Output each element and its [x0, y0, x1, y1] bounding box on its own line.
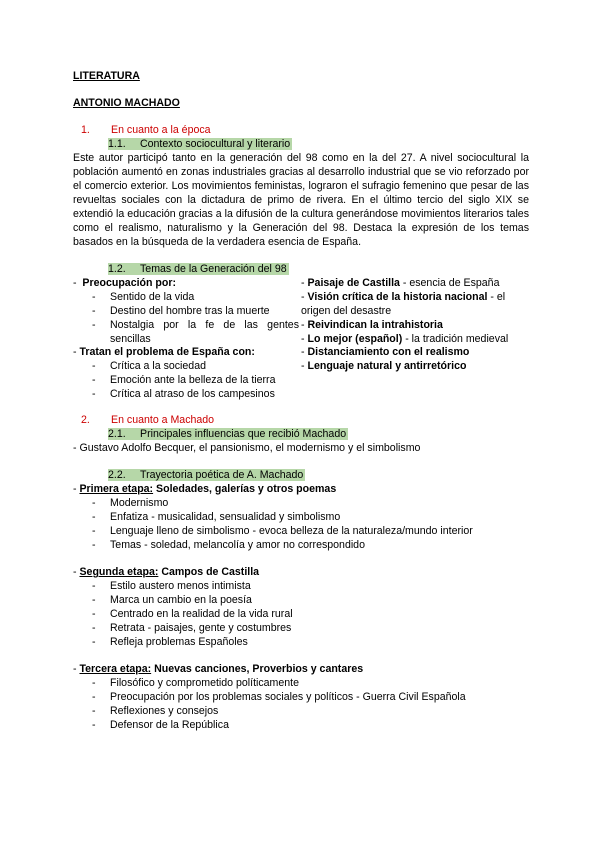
- author-heading: ANTONIO MACHADO: [73, 96, 180, 109]
- list-item: - Temas - soledad, melancolía y amor no correspondido: [73, 539, 529, 553]
- stage-3: [73, 663, 529, 733]
- subsection-1-1-heading: 1.1. Contexto sociocultural y literario: [108, 137, 291, 150]
- list-item: - Destino del hombre tras la muerte: [73, 305, 299, 319]
- stage-list: [73, 677, 529, 733]
- stage-heading: - Primera etapa: Soledades, galerías y otros poemas: [73, 483, 337, 496]
- list-item: - Nostalgia por la fe de las gentes sencillas: [73, 319, 299, 347]
- list-item: - Crítica a la sociedad: [73, 360, 299, 374]
- theme-item: - Paisaje de Castilla - esencia de España: [301, 276, 500, 289]
- themes-left-column: [73, 277, 299, 403]
- subsection-2-1-heading: 2.1. Principales influencias que recibió Machado: [108, 428, 347, 441]
- list-item: - Crítica al atraso de los campesinos: [73, 388, 299, 402]
- theme-item: - Lenguaje natural y antirretórico: [301, 360, 467, 373]
- influences-text: - Gustavo Adolfo Becquer, el pansionismo, el modernismo y el simbolismo: [73, 442, 421, 455]
- list-item: - Retrata - paisajes, gente y costumbres: [73, 622, 529, 636]
- list-item: - Lenguaje lleno de simbolismo - evoca belleza de la naturaleza/mundo interior: [73, 525, 529, 539]
- section-1-heading: 1. En cuanto a la época: [81, 123, 211, 136]
- list-item: - Preocupación por los problemas sociales y políticos - Guerra Civil Española: [73, 691, 529, 705]
- theme-item: - Distanciamiento con el realismo: [301, 346, 470, 359]
- stage-heading: - Tercera etapa: Nuevas canciones, Proverbios y cantares: [73, 662, 364, 675]
- list-item: - Sentido de la vida: [73, 291, 299, 305]
- list-item: - Enfatiza - musicalidad, sensualidad y simbolismo: [73, 511, 529, 525]
- group1-title: - Preocupación por:: [73, 276, 177, 289]
- stage-1: [73, 483, 529, 553]
- theme-item: - Visión crítica de la historia nacional - el origen del desastre: [301, 290, 506, 317]
- theme-item: - Reivindican la intrahistoria: [301, 318, 443, 331]
- themes-columns: [73, 277, 529, 403]
- list-item: - Emoción ante la belleza de la tierra: [73, 374, 299, 388]
- group1-list: [73, 291, 299, 347]
- subsection-1-2-heading: 1.2. Temas de la Generación del 98: [108, 262, 287, 275]
- context-paragraph: Este autor participó tanto en la generación del 98 como en la del 27. A nivel sociocultural la población aumentó en zonas industriales gracias al desarrollo industrial que se vio reforzado por el comercio exterior. Los movimientos feministas, lograron el sufragio femenino que pesar de las revueltas sociales con la dictadura de primo de rivera. En el último tercio del siglo XIX se extendió la educación gracias a la difusión de la cultura generándose movimientos literarios tales como el realismo, naturalismo y la Generación del 98. Destaca la expresión de los temas basados en la búsqueda de la verdadera esencia de España.: [73, 151, 529, 248]
- list-item: - Reflexiones y consejos: [73, 705, 529, 719]
- theme-item: - Lo mejor (español) - la tradición medieval: [301, 332, 509, 345]
- list-item: - Marca un cambio en la poesía: [73, 594, 529, 608]
- themes-right-column: [301, 277, 527, 403]
- document-page: [73, 70, 529, 733]
- list-item: - Estilo austero menos intimista: [73, 580, 529, 594]
- stage-2: [73, 566, 529, 650]
- list-item: - Modernismo: [73, 497, 529, 511]
- stage-heading: - Segunda etapa: Campos de Castilla: [73, 566, 260, 579]
- group2-title: - Tratan el problema de España con:: [73, 346, 255, 359]
- list-item: - Centrado en la realidad de la vida rural: [73, 608, 529, 622]
- group2-list: [73, 360, 299, 402]
- list-item: - Filosófico y comprometido políticamente: [73, 677, 529, 691]
- document-title: LITERATURA: [73, 70, 140, 82]
- section-2-heading: 2. En cuanto a Machado: [81, 414, 215, 427]
- list-item: - Defensor de la República: [73, 719, 529, 733]
- list-item: - Refleja problemas Españoles: [73, 636, 529, 650]
- stage-list: [73, 497, 529, 553]
- subsection-2-2-heading: 2.2. Trayectoria poética de A. Machado: [108, 469, 304, 482]
- stage-list: [73, 580, 529, 650]
